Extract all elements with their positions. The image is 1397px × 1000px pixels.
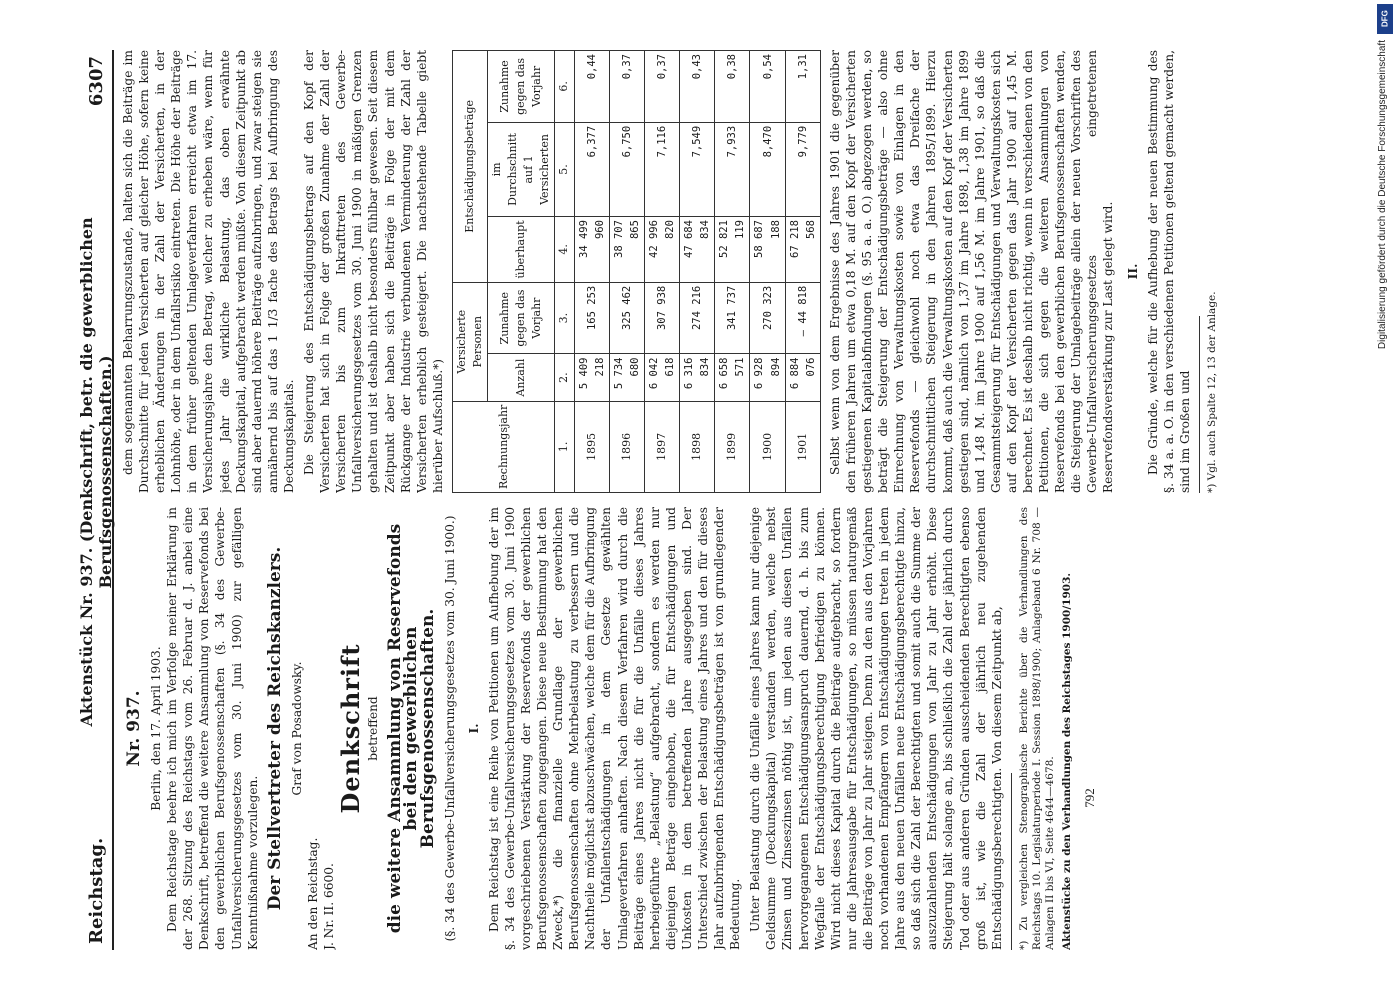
- left-column: [120, 507, 1320, 950]
- table-row: [750, 51, 785, 493]
- table-cell: 58 687 188: [750, 217, 785, 283]
- table-header-avg-increase: Zunahme gegen das Vorjahr: [488, 51, 555, 123]
- bottom-note: Aktenstücke zu den Verhandlungen des Reichstages 1900/1903.: [1060, 572, 1073, 950]
- table-cell: 34 499 960: [574, 217, 609, 283]
- table-cell: 307 938: [644, 282, 679, 354]
- table-row: [785, 51, 820, 493]
- table-cell: 1898: [680, 401, 715, 492]
- table-row: [644, 51, 679, 493]
- table-column-number: 1.: [555, 401, 574, 492]
- table-cell: 6 316 834: [680, 354, 715, 401]
- table-header-amounts: Entschädigungsbeträge: [452, 51, 487, 283]
- table-cell: 1900: [750, 401, 785, 492]
- betreffend-label: betreffend: [366, 696, 381, 761]
- document-title: Denkschrift: [336, 643, 366, 814]
- table-column-number: 3.: [555, 282, 574, 354]
- table-cell: 38 707 865: [609, 217, 644, 283]
- table-header-total: überhaupt: [488, 217, 555, 283]
- header-middle: Aktenstück Nr. 937. (Denkschrift, betr. die gewerblichen Berufsgenossenschaften.): [77, 217, 115, 727]
- table-cell: 5 734 680: [609, 354, 644, 401]
- table-row: [680, 51, 715, 493]
- table-cell: 9,779: [785, 122, 820, 216]
- table-cell: 1896: [609, 401, 644, 492]
- table-cell: 7,116: [644, 122, 679, 216]
- law-reference: (§. 34 des Gewerbe-Unfallversicherungsgesetzes vom 30. Juni 1900.): [442, 515, 457, 942]
- running-header: [77, 50, 115, 950]
- table-cell: 7,549: [680, 122, 715, 216]
- footnote-rule: [1199, 316, 1200, 493]
- table-cell: 52 821 119: [715, 217, 750, 283]
- paragraph: Die Gründe, welche für die Aufhebung der neuen Bestimmung des §. 34 a. a. O. in den verschiedenen Petitionen geltend gemacht werden, sind im Großen und: [1145, 50, 1192, 493]
- table-column-number: 4.: [555, 217, 574, 283]
- cover-letter: Dem Reichstage beehre ich mich im Verfolge meiner Erklärung in der 268. Sitzung des Reichstags vom 26. Februar d. J. anbei eine Denkschrift, betreffend die weitere Ansammlung von Reservefonds bei den gewerblichen Berufsgenossenschaften (§. 34 des Gewerbe-Unfallversicherungsgesetzes vom 30. Juni 1900) zur gefälligen Kenntnißnahme vorzulegen.: [165, 507, 260, 950]
- table-cell: 1,31: [785, 51, 820, 123]
- table-header-year: Rechnungsjahr: [452, 401, 555, 492]
- paragraph: Selbst wenn von dem Ergebnisse des Jahres 1901 die gegenüber den früheren Jahren um etwa 0,18 M. auf den Kopf der Versicherten gestiegenen Kapitalabfindungen (§. 95 a. a. O.) abgezogen werden, so beträgt die Steigerung der Entschädigungsbeträge — also ohne Einrechnung von Verwaltungskosten sowie von Einlagen in den Reservefonds — gleichwohl noch etwa das Dreifache der durchschnittlichen Steigerung in den Jahren 1895/1899. Hierzu kommt, daß auch die Verwaltungskosten auf den Kopf der Versicherten gestiegen sind, nämlich von 1,37 im Jahre 1898, 1,38 im Jahre 1899 und 1,48 M. im Jahre 1900 auf 1,56 M. im Jahre 1901, so daß die Gesammtsteigerung für Entschädigungen und Verwaltungskosten sich auf den Kopf der Versicherten gegen das Jahr 1900 auf 1,45 M. berechnet. Es ist deshalb nicht richtig, wenn in verschiedenen von den Petitionen, die sich gegen die weiteren Ansammlungen von Reservefonds bei den gewerblichen Berufsgenossenschaften wenden, die Steigerung der Umlagebeiträge allein der neuen Vorschriften des Gewerbe-Unfallversicherungsgesetzes eingetretenen Reservefondsverstärkung zur Last gelegt wird.: [827, 50, 1116, 493]
- header-page-number: 6307: [85, 56, 107, 107]
- table-column-number: 2.: [555, 354, 574, 401]
- table-column-number: 5.: [555, 122, 574, 216]
- table-cell: 165 253: [574, 282, 609, 354]
- table-header-count: Anzahl: [488, 354, 555, 401]
- section-heading-2: II.: [1125, 263, 1140, 280]
- table-cell: 6,377: [574, 122, 609, 216]
- table-cell: 67 218 568: [785, 217, 820, 283]
- table-header-increase: Zunahme gegen das Vorjahr: [488, 282, 555, 354]
- table-cell: 270 323: [750, 282, 785, 354]
- table-row: [574, 51, 609, 493]
- paragraph: Dem Reichstag ist eine Reihe von Petitionen um Aufhebung der im §. 34 des Gewerbe-Unfallversicherungsgesetzes vom 30. Juni 1900 vorgeschriebenen Verstärkung der Reservefonds der gewerblichen Berufsgenossenschaften zugegangen. Diese neue Bestimmung hat den Zweck,*) die finanzielle Grundlage der gewerblichen Berufsgenossenschaften ohne Mehrbelastung zu verbessern und die Nachtheile möglichst abzuschwächen, welche dem für die Aufbringung der Unfallentschädigungen in dem Gesetze gewählten Umlageverfahren anhaften. Nach diesem Verfahren wird durch die Beiträge eines Jahres nicht die für die Unfälle dieses Jahres herbeigeführte „Belastung“ aufgebracht, sondern es werden nur diejenigen Beträge eingehoben, die für Entschädigungen und Unkosten in dem betreffenden Jahre ausgegeben sind. Der Unterschied zwischen der Belastung eines Jahres und den für dieses Jahr aufzubringenden Entschädigungsbeträgen ist von grundlegender Bedeutung.: [486, 507, 743, 950]
- table-cell: 0,54: [750, 51, 785, 123]
- table-cell: 325 462: [609, 282, 644, 354]
- table-cell: 0,37: [644, 51, 679, 123]
- reference-number: J. Nr. II. 6600.: [322, 863, 337, 950]
- footnote: *) Zu vergleichen Stenographische Berichte über die Verhandlungen des Reichstags 10. Legislaturperiode I. Session 1898/1900; Anlageband 6 Nr. 708 — Anlagen II bis VI, Seite 4644—4678.: [1017, 507, 1056, 950]
- header-left: Reichstag.: [85, 837, 107, 944]
- table-cell: 6 042 618: [644, 354, 679, 401]
- table-cell: 47 684 834: [680, 217, 715, 283]
- signer-title: Der Stellvertreter des Reichskanzlers.: [264, 546, 285, 911]
- signer-name: Graf von Posadowsky.: [289, 661, 304, 796]
- table-cell: 42 996 820: [644, 217, 679, 283]
- statistics-table: [452, 50, 821, 493]
- table-cell: 341 737: [715, 282, 750, 354]
- table-header-persons: Versicherte Personen: [452, 282, 487, 401]
- table-header-average: im Durchschnitt auf 1 Versicherten: [488, 122, 555, 216]
- rotated-page-content: [77, 50, 1320, 950]
- table-cell: 5 409 218: [574, 354, 609, 401]
- paragraph: Unter Belastung durch die Unfälle eines Jahres kann nur diejenige Geldsumme (Deckungskapital) verstanden werden, welche nebst Zinsen und Zinseszinsen nöthig ist, um jeden aus diesen Unfällen hervorgegangenen Entschädigungsanspruch dauernd, d. h. bis zum Wegfalle der Entschädigungsberechtigung befriedigen zu können. Wird nicht dieses Kapital durch die Beiträge aufgebracht, so fordern nur die Jahresausgabe für Entschädigungen, so müssen naturgemäß die Beiträge von Jahr zu Jahr steigen. Denn zu den aus den Vorjahren noch vorhandenen Empfängern von Entschädigungen treten in jedem Jahre aus den neuen Unfällen neue Entschädigungsberechtigte hinzu, so daß sich die Zahl der Berechtigten und somit auch die Summe der auszuzahlenden Entschädigungen von Jahr zu Jahr erhöht. Diese Steigerung hält solange an, bis schließlich die Zahl der jährlich durch Tod oder aus anderen Gründen ausscheidenden Berechtigten ebenso groß ist, wie die Zahl der jährlich neu zugehenden Entschädigungsberechtigten. Von diesem Zeitpunkt ab,: [748, 507, 1004, 950]
- table-cell: 0,38: [715, 51, 750, 123]
- table-cell: 1899: [715, 401, 750, 492]
- addressee: An den Reichstag.: [305, 837, 320, 950]
- table-cell: 6 884 076: [785, 354, 820, 401]
- document-number: Nr. 937.: [124, 690, 144, 767]
- table-cell: 0,37: [609, 51, 644, 123]
- table-row: [715, 51, 750, 493]
- table-cell: 6 658 571: [715, 354, 750, 401]
- page-number: 792: [1081, 788, 1097, 808]
- right-column: [120, 50, 1320, 493]
- dfg-logo: DFG: [1377, 4, 1393, 34]
- dfg-note: Digitalisierung gefördert durch die Deutsche Forschungsgemeinschaft: [1377, 40, 1388, 350]
- dfg-margin: [1377, 0, 1393, 1000]
- table-cell: 1895: [574, 401, 609, 492]
- table-cell: 0,43: [680, 51, 715, 123]
- paragraph: Die Steigerung des Entschädigungsbetrags auf den Kopf der Versicherten hat sich in Folge der großen Zunahme der Zahl der Versicherten bis zum Inkrafttreten des Gewerbe-Unfallversicherungsgesetzes vom 30. Juni 1900 in mäßigen Grenzen gehalten und ist deshalb nicht besonders fühlbar gewesen. Seit diesem Zeitpunkt aber haben sich die Beiträge in Folge der mit dem Rückgange der Industrie verbundenen Verminderung der Zahl der Versicherten erheblich gesteigert. Die nachstehende Tabelle giebt hierüber Aufschluß.*): [302, 50, 445, 493]
- table-cell: 6,750: [609, 122, 644, 216]
- table-cell: 6 928 894: [750, 354, 785, 401]
- table-cell: 1897: [644, 401, 679, 492]
- table-cell: 1901: [785, 401, 820, 492]
- dateline: Berlin, den 17. April 1903.: [149, 646, 164, 811]
- table-column-number: 6.: [555, 51, 574, 123]
- table-cell: 0,44: [574, 51, 609, 123]
- footnote: *) Vgl. auch Spalte 12, 13 der Anlage.: [1205, 291, 1218, 493]
- section-heading-1: I.: [466, 723, 481, 734]
- paragraph: dem sogenannten Beharrungszustande, halten sich die Beiträge im Durchschnitte für jeden Versicherten auf gleicher Höhe, sofern keine erheblichen Änderungen in der Zahl der Versicherten, in der Lohnhöhe, oder in dem Unfallsrisiko eintreten. Die Höhe der Beiträge in dem früher geltenden Umlageverfahren erreicht etwa im 17. Versicherungsjahre den Betrag, welcher zu erheben wäre, wenn für jedes Jahr die wirkliche Belastung, das oben erwähnte Deckungskapital, aufgebracht werden müßte. Von diesem Zeitpunkt ab sind aber dauernd höhere Beiträge aufzubringen, und zwar steigen sie annähernd bis auf das 1 1/3 fache des Betrags bei Aufbringung des Deckungskapitals.: [121, 50, 296, 493]
- footnote-rule: [1011, 773, 1012, 950]
- table-cell: 7,933: [715, 122, 750, 216]
- table-cell: 274 216: [680, 282, 715, 354]
- table-row: [609, 51, 644, 493]
- table-cell: 8,470: [750, 122, 785, 216]
- table-cell: — 44 818: [785, 282, 820, 354]
- document-subject: die weitere Ansammlung von Reservefonds bei den gewerblichen Berufsgenossenschaften.: [385, 523, 438, 934]
